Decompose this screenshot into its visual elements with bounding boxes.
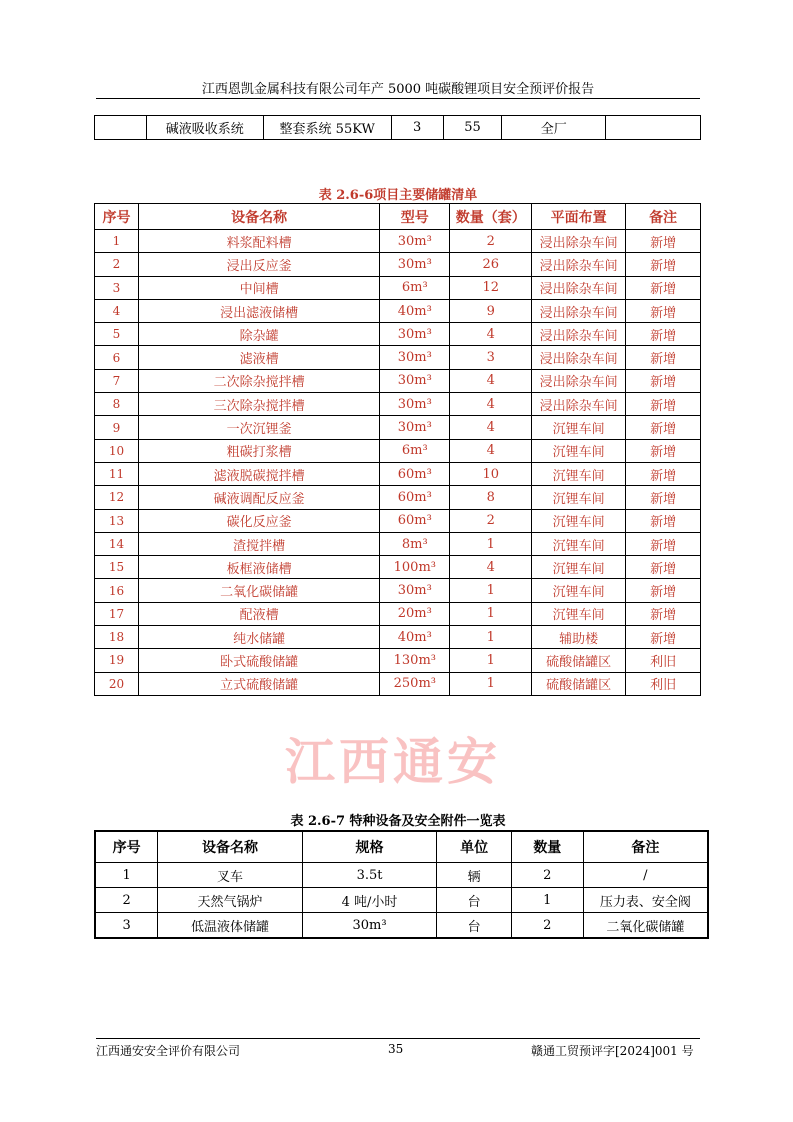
cell: 11	[95, 462, 139, 485]
cell: 30m³	[380, 253, 450, 276]
cell: 渣搅拌槽	[138, 532, 379, 555]
cell: 浸出除杂车间	[532, 299, 626, 322]
cell: 沉锂车间	[532, 532, 626, 555]
cell: 60m³	[380, 509, 450, 532]
cell: 浸出除杂车间	[532, 346, 626, 369]
cell: 4	[450, 439, 532, 462]
table-caption-storage-tanks: 表 2.6-6项目主要储罐清单	[318, 188, 478, 203]
continued-equipment-table	[94, 115, 701, 140]
cell: 新增	[626, 369, 701, 392]
cell: 沉锂车间	[532, 416, 626, 439]
cell: 4	[450, 369, 532, 392]
table-row	[95, 369, 701, 392]
cell: 12	[95, 486, 139, 509]
table-row	[95, 913, 708, 939]
table-row	[95, 509, 701, 532]
storage-tank-table	[94, 203, 701, 696]
column-header: 数量（套）	[450, 204, 532, 230]
cell: 新增	[626, 532, 701, 555]
table-caption-special-equipment: 表 2.6-7 特种设备及安全附件一览表	[290, 814, 506, 829]
cell: 台	[437, 913, 512, 939]
cell: 碱液调配反应釜	[138, 486, 379, 509]
cell: 辆	[437, 863, 512, 888]
cell: 3	[450, 346, 532, 369]
table-row	[95, 602, 701, 625]
cell: 1	[95, 863, 158, 888]
cell: 30m³	[380, 346, 450, 369]
cell: 新增	[626, 253, 701, 276]
cell: 新增	[626, 346, 701, 369]
cell	[95, 116, 147, 140]
cell: 除杂罐	[138, 323, 379, 346]
column-header: 序号	[95, 204, 139, 230]
cell: 滤液脱碳搅拌槽	[138, 462, 379, 485]
cell: 9	[450, 299, 532, 322]
cell: 碱液吸收系统	[146, 116, 263, 140]
cell: 粗碳打浆槽	[138, 439, 379, 462]
cell: 沉锂车间	[532, 602, 626, 625]
cell: 17	[95, 602, 139, 625]
cell: 1	[450, 579, 532, 602]
column-header: 平面布置	[532, 204, 626, 230]
cell: 100m³	[380, 556, 450, 579]
table-header-row	[95, 831, 708, 863]
column-header: 设备名称	[158, 831, 303, 863]
cell: 9	[95, 416, 139, 439]
table-row	[95, 116, 701, 140]
cell: 新增	[626, 276, 701, 299]
cell: 浸出除杂车间	[532, 253, 626, 276]
cell: 5	[95, 323, 139, 346]
cell: 新增	[626, 462, 701, 485]
cell: 浸出除杂车间	[532, 230, 626, 253]
cell: 60m³	[380, 486, 450, 509]
cell: 三次除杂搅拌槽	[138, 393, 379, 416]
column-header: 规格	[302, 831, 436, 863]
cell: 新增	[626, 626, 701, 649]
cell: 浸出除杂车间	[532, 393, 626, 416]
cell: 浸出反应釜	[138, 253, 379, 276]
cell: 1	[450, 626, 532, 649]
cell: 一次沉锂釜	[138, 416, 379, 439]
cell: 2	[95, 888, 158, 913]
cell: 19	[95, 649, 139, 672]
cell: 3.5t	[302, 863, 436, 888]
cell: 沉锂车间	[532, 509, 626, 532]
footer-document-code: 赣通工贸预评字[2024]001 号	[531, 1044, 694, 1058]
table-row	[95, 416, 701, 439]
cell: 60m³	[380, 462, 450, 485]
cell: 1	[450, 602, 532, 625]
cell: 8	[450, 486, 532, 509]
cell: 4	[450, 393, 532, 416]
table-row	[95, 649, 701, 672]
cell: 天然气锅炉	[158, 888, 303, 913]
cell: 4	[95, 299, 139, 322]
cell: 立式硫酸储罐	[138, 672, 379, 695]
cell: 18	[95, 626, 139, 649]
cell: 叉车	[158, 863, 303, 888]
cell: 辅助楼	[532, 626, 626, 649]
watermark-text: 江西通安	[285, 733, 501, 791]
table-row	[95, 556, 701, 579]
table-row	[95, 323, 701, 346]
table-row	[95, 888, 708, 913]
cell: 7	[95, 369, 139, 392]
cell: 中间槽	[138, 276, 379, 299]
cell: 硫酸储罐区	[532, 672, 626, 695]
page-header: 江西恩凯金属科技有限公司年产 5000 吨碳酸锂项目安全预评价报告	[201, 82, 595, 97]
cell: 30m³	[380, 369, 450, 392]
cell: 纯水储罐	[138, 626, 379, 649]
cell: 整套系统 55KW	[263, 116, 391, 140]
cell: 130m³	[380, 649, 450, 672]
cell: 15	[95, 556, 139, 579]
table-row	[95, 532, 701, 555]
cell: 硫酸储罐区	[532, 649, 626, 672]
cell: 20m³	[380, 602, 450, 625]
cell: 1	[450, 532, 532, 555]
table-row	[95, 626, 701, 649]
table-row	[95, 863, 708, 888]
cell: 8m³	[380, 532, 450, 555]
cell: 30m³	[380, 323, 450, 346]
cell: 新增	[626, 509, 701, 532]
cell: 26	[450, 253, 532, 276]
cell: 8	[95, 393, 139, 416]
cell: 台	[437, 888, 512, 913]
cell: 卧式硫酸储罐	[138, 649, 379, 672]
cell: 16	[95, 579, 139, 602]
cell: 6m³	[380, 439, 450, 462]
cell: 3	[95, 276, 139, 299]
header-divider	[96, 98, 700, 99]
cell: 30m³	[302, 913, 436, 939]
cell: 2	[450, 230, 532, 253]
column-header: 备注	[626, 204, 701, 230]
cell: 1	[511, 888, 583, 913]
cell: 全厂	[502, 116, 606, 140]
cell: 40m³	[380, 299, 450, 322]
cell: 新增	[626, 299, 701, 322]
table-row	[95, 462, 701, 485]
cell: 滤液槽	[138, 346, 379, 369]
column-header: 型号	[380, 204, 450, 230]
table-row	[95, 393, 701, 416]
cell: 55	[443, 116, 502, 140]
cell: 低温液体储罐	[158, 913, 303, 939]
cell: 4	[450, 556, 532, 579]
cell: 250m³	[380, 672, 450, 695]
column-header: 数量	[511, 831, 583, 863]
cell: 4	[450, 323, 532, 346]
cell: 二氧化碳储罐	[583, 913, 708, 939]
cell: 30m³	[380, 230, 450, 253]
cell: 利旧	[626, 672, 701, 695]
footer-company: 江西通安安全评价有限公司	[96, 1044, 241, 1058]
cell: 新增	[626, 439, 701, 462]
cell: 新增	[626, 230, 701, 253]
cell: 浸出除杂车间	[532, 323, 626, 346]
cell: 沉锂车间	[532, 579, 626, 602]
cell: 1	[450, 649, 532, 672]
cell: 新增	[626, 486, 701, 509]
cell: 浸出除杂车间	[532, 276, 626, 299]
cell: 配液槽	[138, 602, 379, 625]
cell: 6m³	[380, 276, 450, 299]
cell: 1	[450, 672, 532, 695]
cell: 沉锂车间	[532, 486, 626, 509]
cell: 二次除杂搅拌槽	[138, 369, 379, 392]
table-row	[95, 486, 701, 509]
table-row	[95, 672, 701, 695]
cell: 压力表、安全阀	[583, 888, 708, 913]
table-row	[95, 276, 701, 299]
cell: 沉锂车间	[532, 439, 626, 462]
cell: 二氧化碳储罐	[138, 579, 379, 602]
column-header: 备注	[583, 831, 708, 863]
cell: 新增	[626, 556, 701, 579]
cell: 碳化反应釜	[138, 509, 379, 532]
column-header: 序号	[95, 831, 158, 863]
cell: 沉锂车间	[532, 556, 626, 579]
table-row	[95, 346, 701, 369]
page-number: 35	[388, 1042, 404, 1056]
cell: 30m³	[380, 579, 450, 602]
cell: 新增	[626, 416, 701, 439]
table-row	[95, 439, 701, 462]
cell: /	[583, 863, 708, 888]
cell: 板框液储槽	[138, 556, 379, 579]
cell: 2	[450, 509, 532, 532]
cell: 2	[511, 863, 583, 888]
cell: 利旧	[626, 649, 701, 672]
cell: 6	[95, 346, 139, 369]
footer-divider	[96, 1038, 700, 1039]
table-row	[95, 579, 701, 602]
cell: 3	[391, 116, 443, 140]
table-row	[95, 230, 701, 253]
cell: 新增	[626, 393, 701, 416]
cell: 2	[511, 913, 583, 939]
cell: 14	[95, 532, 139, 555]
cell: 新增	[626, 602, 701, 625]
cell: 4	[450, 416, 532, 439]
special-equipment-table	[94, 830, 709, 939]
cell: 1	[95, 230, 139, 253]
cell: 新增	[626, 323, 701, 346]
table-row	[95, 299, 701, 322]
cell: 浸出除杂车间	[532, 369, 626, 392]
cell: 料浆配料槽	[138, 230, 379, 253]
cell: 4 吨/小时	[302, 888, 436, 913]
cell: 13	[95, 509, 139, 532]
cell: 20	[95, 672, 139, 695]
cell: 2	[95, 253, 139, 276]
cell: 30m³	[380, 416, 450, 439]
cell	[606, 116, 701, 140]
column-header: 单位	[437, 831, 512, 863]
cell: 沉锂车间	[532, 462, 626, 485]
cell: 10	[95, 439, 139, 462]
cell: 12	[450, 276, 532, 299]
cell: 30m³	[380, 393, 450, 416]
cell: 10	[450, 462, 532, 485]
column-header: 设备名称	[138, 204, 379, 230]
table-header-row	[95, 204, 701, 230]
cell: 新增	[626, 579, 701, 602]
cell: 浸出滤液储槽	[138, 299, 379, 322]
cell: 3	[95, 913, 158, 939]
table-row	[95, 253, 701, 276]
cell: 40m³	[380, 626, 450, 649]
